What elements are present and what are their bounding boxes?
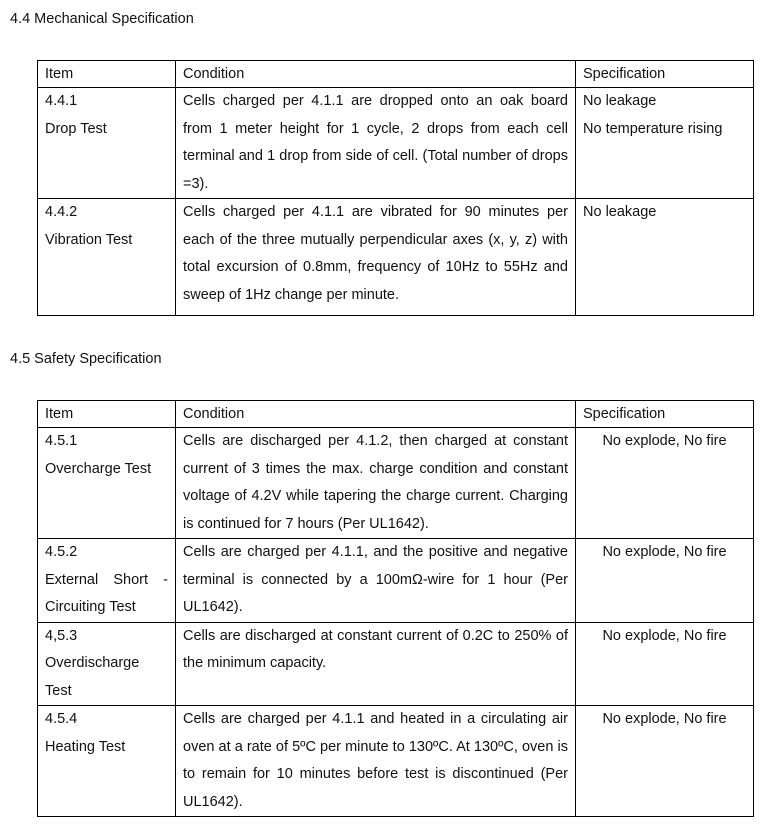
item-name: Heating Test: [45, 738, 126, 755]
item-number: 4.4.2: [45, 204, 78, 220]
table-header-row: [38, 61, 754, 88]
table-row: [38, 706, 754, 817]
table-header-row: [38, 401, 754, 428]
header-item: Item: [38, 61, 176, 88]
item-name: External Short - Circuiting Test: [45, 571, 168, 615]
item-cell: [38, 622, 176, 706]
item-number: 4.5.4: [45, 711, 78, 727]
table-row: [38, 88, 754, 199]
item-name: Vibration Test: [45, 231, 133, 248]
item-number: 4.4.1: [45, 93, 78, 109]
item-name: Drop Test: [45, 120, 107, 137]
item-cell: [38, 428, 176, 539]
item-name: Overdischarge Test: [45, 655, 140, 699]
mechanical-spec-table: [37, 60, 754, 316]
item-number: 4,5.3: [45, 627, 78, 644]
specification-cell: No explode, No fire: [576, 706, 754, 817]
spec-line: No temperature rising: [583, 120, 723, 137]
item-number: 4.5.2: [45, 544, 78, 560]
specification-cell: [576, 88, 754, 199]
condition-cell: Cells are discharged per 4.1.2, then charged at constant current of 3 times the max. charge condition and constant voltage of 4.2V while tapering the charge current. Charging is continued for 7 hours (Per UL1642).: [176, 428, 576, 539]
specification-cell: No explode, No fire: [576, 622, 754, 706]
table-row: [38, 539, 754, 623]
condition-cell: Cells are charged per 4.1.1 and heated in a circulating air oven at a rate of 5ºC per minute to 130ºC. At 130ºC, oven is to remain for 10 minutes before test is discontinued (Per UL1642).: [176, 706, 576, 817]
condition-cell: Cells charged per 4.1.1 are vibrated for 90 minutes per each of the three mutually perpendicular axes (x, y, z) with total excursion of 0.8mm, frequency of 10Hz to 55Hz and sweep of 1Hz change per minute.: [176, 199, 576, 316]
table-row: [38, 199, 754, 316]
condition-cell: Cells charged per 4.1.1 are dropped onto an oak board from 1 meter height for 1 cycle, 2 drops from each cell terminal and 1 drop from side of cell. (Total number of drops =3).: [176, 88, 576, 199]
safety-spec-table: [37, 400, 754, 817]
item-cell: [38, 706, 176, 817]
item-cell: [38, 199, 176, 316]
section-heading-safety: 4.5 Safety Specification: [10, 351, 162, 367]
table-row: [38, 428, 754, 539]
specification-cell: No explode, No fire: [576, 428, 754, 539]
header-item: Item: [38, 401, 176, 428]
item-cell: [38, 539, 176, 623]
header-condition: Condition: [176, 401, 576, 428]
specification-cell: [576, 199, 754, 316]
spec-line: No leakage: [583, 93, 657, 109]
header-condition: Condition: [176, 61, 576, 88]
header-specification: Specification: [576, 61, 754, 88]
condition-cell: Cells are discharged at constant current of 0.2C to 250% of the minimum capacity.: [176, 622, 576, 706]
item-name: Overcharge Test: [45, 460, 152, 477]
table-row: [38, 622, 754, 706]
item-number: 4.5.1: [45, 433, 78, 449]
section-heading-mechanical: 4.4 Mechanical Specification: [10, 11, 194, 27]
specification-cell: No explode, No fire: [576, 539, 754, 623]
item-cell: [38, 88, 176, 199]
condition-cell: Cells are charged per 4.1.1, and the positive and negative terminal is connected by a 100mΩ-wire for 1 hour (Per UL1642).: [176, 539, 576, 623]
spec-line: No leakage: [583, 204, 657, 220]
header-specification: Specification: [576, 401, 754, 428]
